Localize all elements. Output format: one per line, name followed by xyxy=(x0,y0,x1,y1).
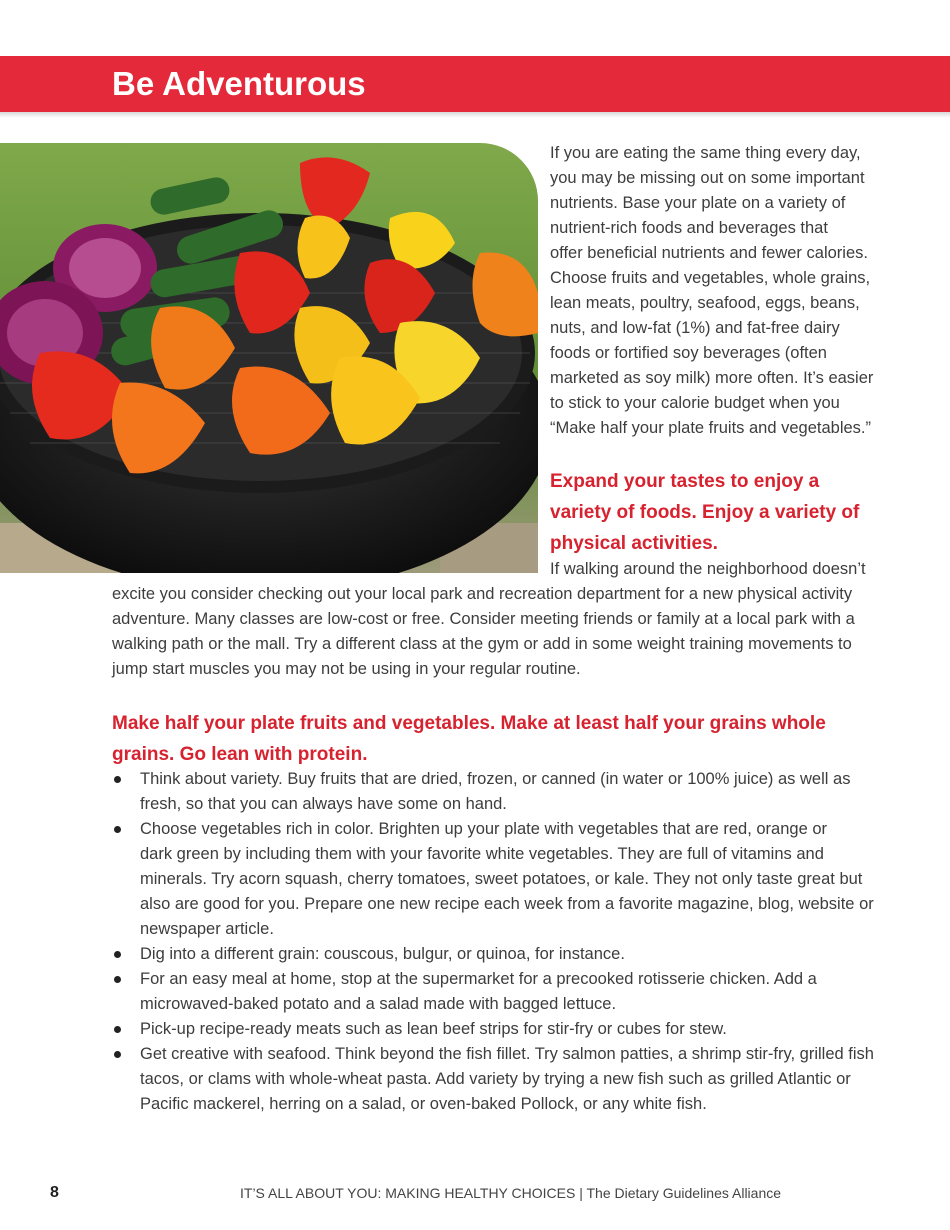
subheading-half-plate xyxy=(112,708,912,770)
list-item xyxy=(112,1042,902,1117)
intro-line: nutrient-rich foods and beverages that xyxy=(550,219,828,237)
list-item xyxy=(112,767,902,817)
bullet-icon xyxy=(114,1026,121,1033)
walking-line: excite you consider checking out your local park and recreation department for a new physical activity xyxy=(112,585,853,603)
list-item-line: dark green by including them with your favorite white vegetables. They are full of vitamins and xyxy=(140,845,824,863)
intro-line: “Make half your plate fruits and vegetables.” xyxy=(550,419,872,437)
banner-shadow xyxy=(0,112,950,118)
tips-bullet-list xyxy=(112,767,902,1117)
list-item xyxy=(112,1017,902,1042)
list-item-line: also are good for you. Prepare one new recipe each week from a favorite magazine, blog, website or xyxy=(140,895,874,913)
page-title: Be Adventurous xyxy=(112,65,366,102)
subheading-expand-tastes xyxy=(550,466,930,559)
list-item-line: minerals. Try acorn squash, cherry tomatoes, sweet potatoes, or kale. They not only taste great but xyxy=(140,870,863,888)
list-item-line: Pick-up recipe-ready meats such as lean beef strips for stir-fry or cubes for stew. xyxy=(140,1020,727,1038)
subheading-line: variety of foods. Enjoy a variety of xyxy=(550,502,860,523)
list-item-line: For an easy meal at home, stop at the supermarket for a precooked rotisserie chicken. Add a xyxy=(140,970,817,988)
bullet-icon xyxy=(114,976,121,983)
intro-line: foods or fortified soy beverages (often xyxy=(550,344,827,362)
subheading-line: Make half your plate fruits and vegetables. Make at least half your grains whole xyxy=(112,713,826,734)
title-banner xyxy=(0,56,950,112)
list-item-line: Think about variety. Buy fruits that are dried, frozen, or canned (in water or 100% juice) as well as xyxy=(140,770,851,788)
intro-line: Choose fruits and vegetables, whole grains, xyxy=(550,269,871,287)
list-item-line: tacos, or clams with whole-wheat pasta. Add variety by trying a new fish such as grilled Atlantic or xyxy=(140,1070,851,1088)
list-item-line: Dig into a different grain: couscous, bulgur, or quinoa, for instance. xyxy=(140,945,625,963)
intro-line: to stick to your calorie budget when you xyxy=(550,394,840,412)
list-item xyxy=(112,817,902,942)
intro-line: marketed as soy milk) more often. It’s easier xyxy=(550,369,874,387)
subheading-line: grains. Go lean with protein. xyxy=(112,744,368,765)
list-item-line: Get creative with seafood. Think beyond the fish fillet. Try salmon patties, a shrimp stir-fry, grilled fish xyxy=(140,1045,874,1063)
intro-line: nuts, and low-fat (1%) and fat-free dairy xyxy=(550,319,840,337)
footer-text: IT’S ALL ABOUT YOU: MAKING HEALTHY CHOICES | The Dietary Guidelines Alliance xyxy=(240,1185,782,1201)
intro-line: lean meats, poultry, seafood, eggs, beans, xyxy=(550,294,860,312)
grilled-vegetables-photo xyxy=(0,143,538,573)
walking-line: adventure. Many classes are low-cost or free. Consider meeting friends or family at a local park with a xyxy=(112,610,855,628)
subheading-line: Expand your tastes to enjoy a xyxy=(550,471,820,492)
list-item xyxy=(112,967,902,1017)
intro-line: offer beneficial nutrients and fewer calories. xyxy=(550,244,868,262)
bullet-icon xyxy=(114,776,121,783)
list-item-line: microwaved-baked potato and a salad made with bagged lettuce. xyxy=(140,995,617,1013)
list-item-line: Choose vegetables rich in color. Brighten up your plate with vegetables that are red, orange or xyxy=(140,820,827,838)
bullet-icon xyxy=(114,951,121,958)
intro-line: you may be missing out on some important xyxy=(550,169,865,187)
intro-paragraph xyxy=(550,141,910,441)
subheading-line: physical activities. xyxy=(550,533,718,554)
intro-line: If you are eating the same thing every day, xyxy=(550,144,861,162)
list-item-line: Pacific mackerel, herring on a salad, or oven-baked Pollock, or any white fish. xyxy=(140,1095,707,1113)
list-item-line: newspaper article. xyxy=(140,920,274,938)
bullet-icon xyxy=(114,826,121,833)
bullet-icon xyxy=(114,1051,121,1058)
intro-line: nutrients. Base your plate on a variety of xyxy=(550,194,846,212)
list-item xyxy=(112,942,902,967)
walking-line: jump start muscles you may not be using in your regular routine. xyxy=(112,660,581,678)
walking-paragraph-first-line: If walking around the neighborhood doesn’t xyxy=(550,560,866,578)
walking-paragraph xyxy=(112,582,902,682)
walking-line: walking path or the mall. Try a different class at the gym or add in some weight training movements to xyxy=(112,635,852,653)
list-item-line: fresh, so that you can always have some on hand. xyxy=(140,795,507,813)
page-number: 8 xyxy=(50,1184,59,1201)
